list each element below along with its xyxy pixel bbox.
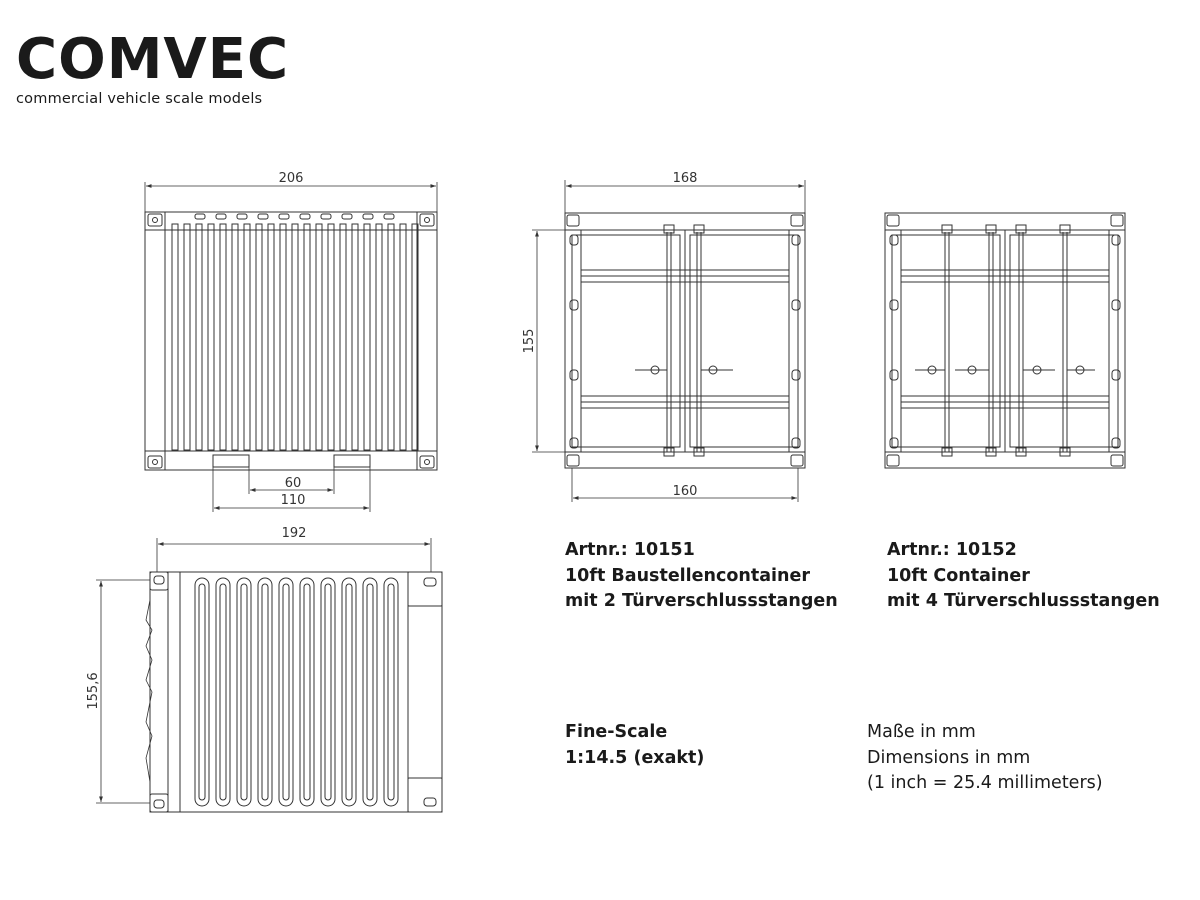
side-rib <box>376 224 382 450</box>
top-rib <box>342 578 356 806</box>
side-view <box>145 212 437 470</box>
scale-value: 1:14.5 (exakt) <box>565 747 705 768</box>
dim-fork-inner: 60 <box>284 476 302 491</box>
product-10151-title: 10ft Baustellencontainer <box>565 565 810 586</box>
top-rib <box>195 578 209 806</box>
side-roof-bump <box>321 214 331 219</box>
top-rib-inner <box>262 584 268 800</box>
side-rib <box>340 224 346 450</box>
dim-top-depth: 155,6 <box>86 672 101 710</box>
side-rib <box>184 224 190 450</box>
product-10152-subtitle: mit 4 Türverschlussstangen <box>887 591 1160 611</box>
door-view-10152 <box>885 213 1125 468</box>
product-10151-subtitle: mit 2 Türverschlussstangen <box>565 591 838 611</box>
side-rib <box>196 224 202 450</box>
dim-door-width: 168 <box>672 171 698 186</box>
side-rib <box>328 224 334 450</box>
units-en: Dimensions in mm <box>867 747 1031 768</box>
side-rib <box>304 224 310 450</box>
top-rib-inner <box>346 584 352 800</box>
top-rib <box>363 578 377 806</box>
top-rib-inner <box>241 584 247 800</box>
product-10151-artnr: Artnr.: 10151 <box>565 540 695 560</box>
side-rib <box>244 224 250 450</box>
top-rib <box>300 578 314 806</box>
side-roof-bump <box>363 214 373 219</box>
side-rib <box>400 224 406 450</box>
side-rib <box>352 224 358 450</box>
top-rib-inner <box>325 584 331 800</box>
dim-side-width: 206 <box>278 171 304 186</box>
scale-info <box>565 720 704 771</box>
units-de: Maße in mm <box>867 722 976 742</box>
side-roof-bump <box>384 214 394 219</box>
side-roof-bump <box>216 214 226 219</box>
dim-fork-outer: 110 <box>280 493 306 508</box>
side-roof-bump <box>279 214 289 219</box>
side-rib <box>256 224 262 450</box>
product-10151-caption <box>565 538 838 615</box>
side-roof-bump <box>300 214 310 219</box>
door-view-10151-dimensions <box>532 180 805 502</box>
brand-tagline: commercial vehicle scale models <box>16 91 263 107</box>
dim-door-base: 160 <box>672 484 698 499</box>
top-rib-inner <box>367 584 373 800</box>
top-rib <box>258 578 272 806</box>
top-rib-inner <box>304 584 310 800</box>
scale-label: Fine-Scale <box>565 722 668 742</box>
side-rib <box>316 224 322 450</box>
top-rib-inner <box>388 584 394 800</box>
side-roof-bump <box>258 214 268 219</box>
side-rib <box>364 224 370 450</box>
top-rib-inner <box>283 584 289 800</box>
units-inch: (1 inch = 25.4 millimeters) <box>867 773 1103 793</box>
top-rib <box>321 578 335 806</box>
top-rib-inner <box>220 584 226 800</box>
dim-top-width: 192 <box>281 526 307 541</box>
product-10152-title: 10ft Container <box>887 565 1030 586</box>
side-roof-bump <box>237 214 247 219</box>
top-view <box>146 572 442 812</box>
top-rib-inner <box>199 584 205 800</box>
top-rib <box>279 578 293 806</box>
dim-door-height: 155 <box>522 328 537 354</box>
side-rib <box>172 224 178 450</box>
side-rib <box>208 224 214 450</box>
top-rib <box>237 578 251 806</box>
units-info <box>867 720 1103 797</box>
product-10152-artnr: Artnr.: 10152 <box>887 540 1017 560</box>
side-roof-bump <box>342 214 352 219</box>
side-rib <box>280 224 286 450</box>
side-rib <box>220 224 226 450</box>
top-rib <box>384 578 398 806</box>
side-view-dimensions <box>145 182 437 512</box>
brand-name: COMVEC <box>16 27 290 92</box>
door-view-10151 <box>565 213 805 468</box>
product-10152-caption <box>887 538 1160 615</box>
top-rib <box>216 578 230 806</box>
side-roof-bump <box>195 214 205 219</box>
side-rib <box>388 224 394 450</box>
side-rib <box>232 224 238 450</box>
side-rib <box>292 224 298 450</box>
side-rib <box>268 224 274 450</box>
